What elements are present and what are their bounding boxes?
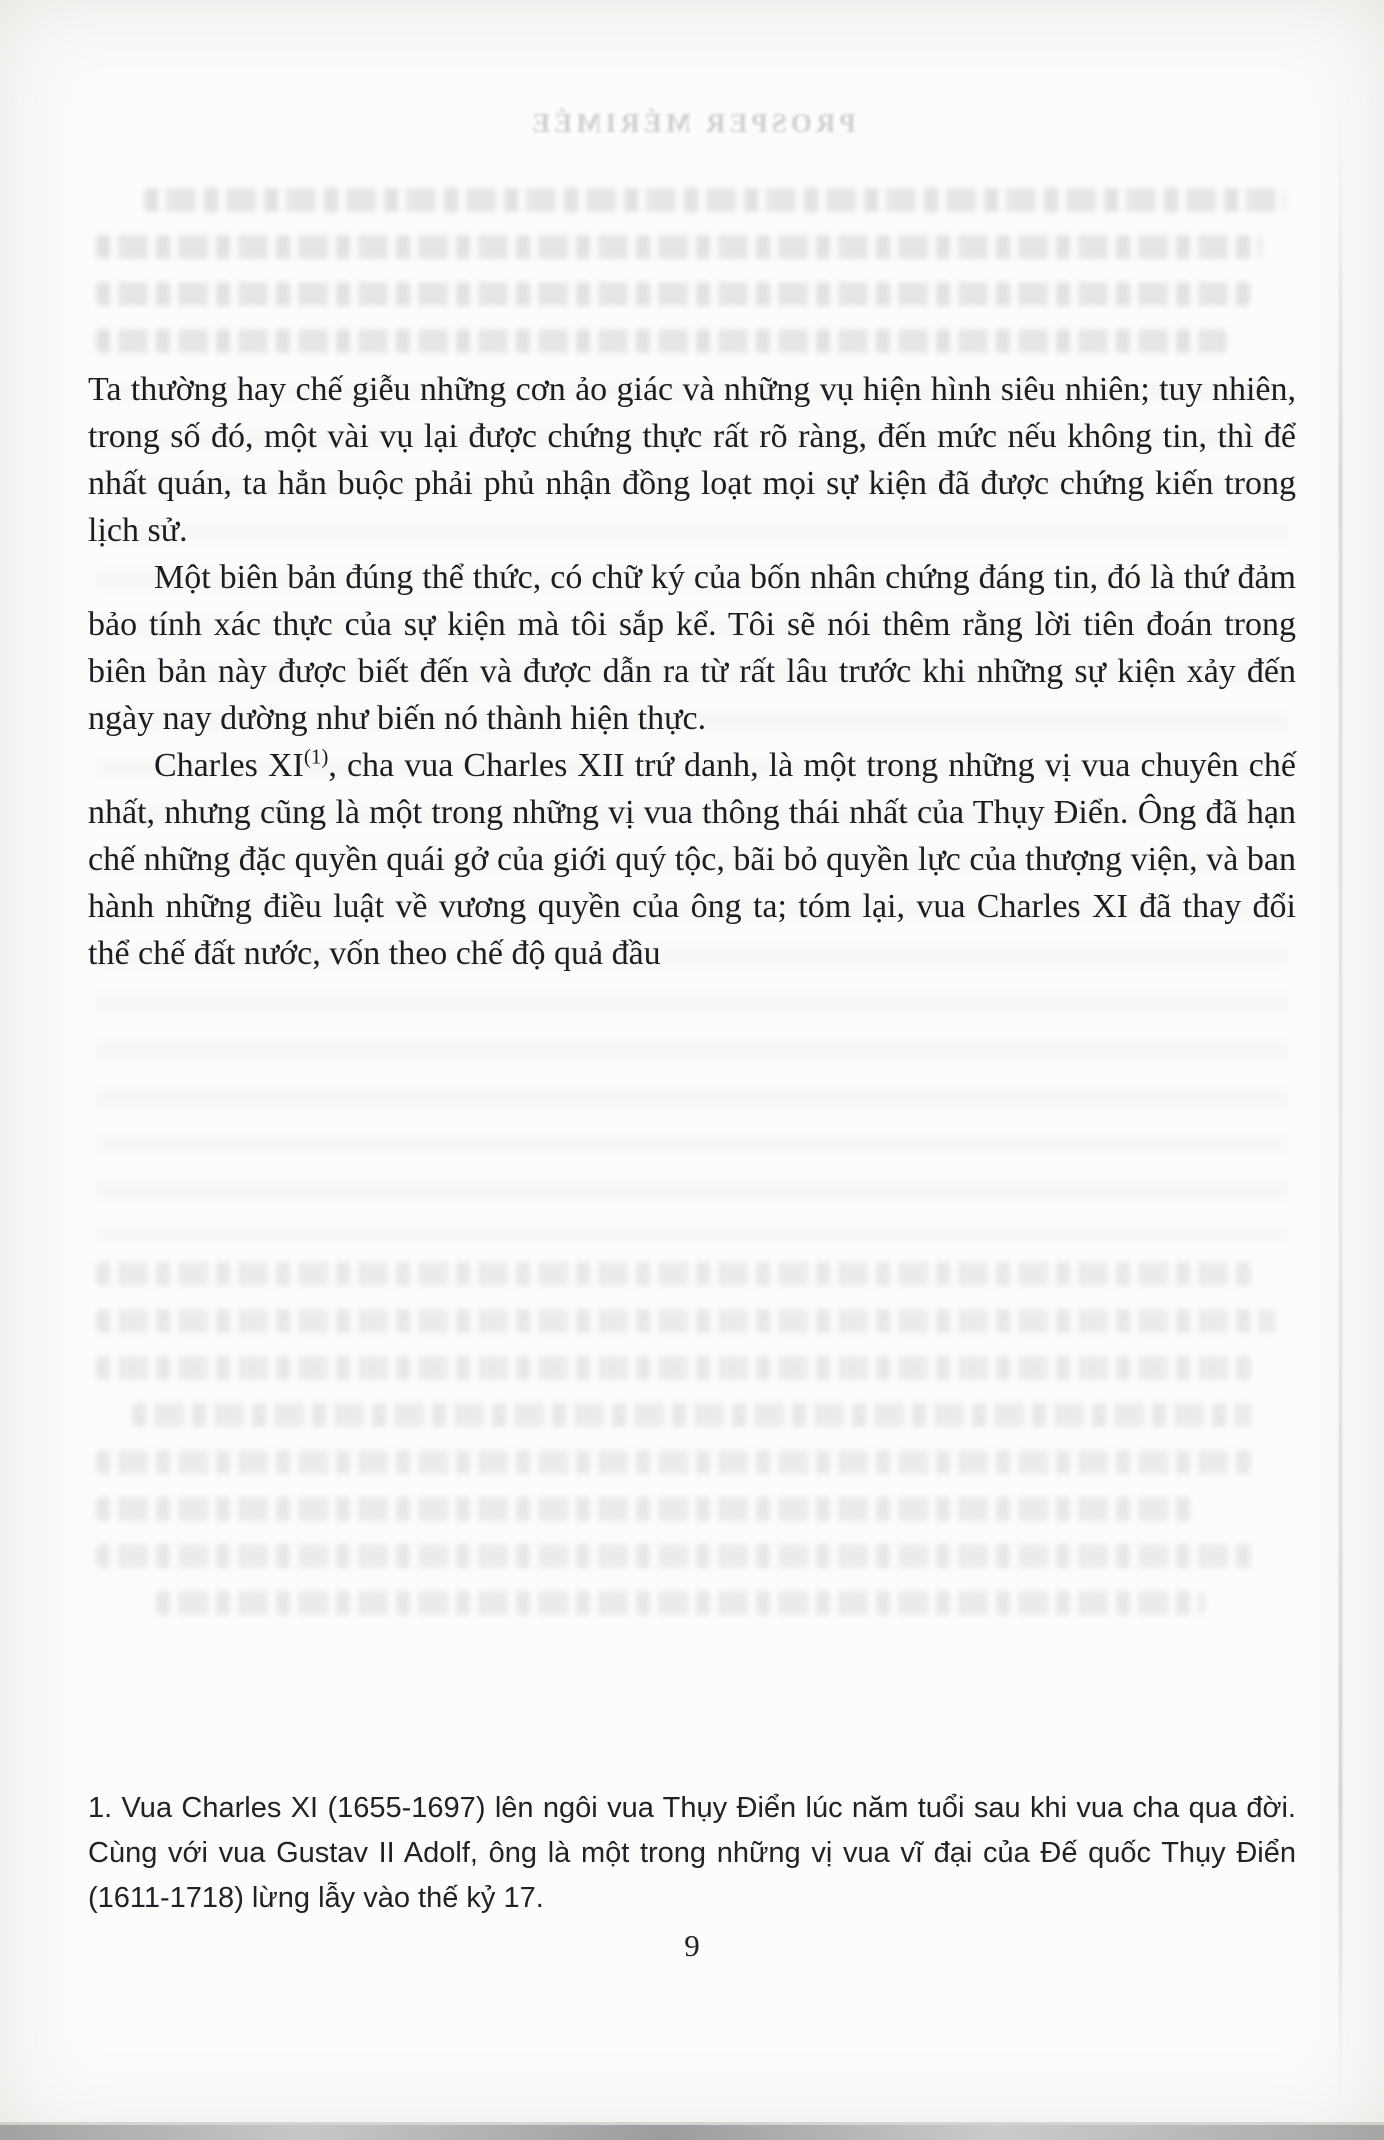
scan-edge-artifact bbox=[0, 2125, 1384, 2140]
paragraph-rest: , cha vua Charles XII trứ danh, là một trong những vị vua chuyên chế nhất, nhưng cũng là một trong những vị vua thông thái nhất của Thụy Điển. Ông đã hạn chế những đặc quyền quái gở của giới quý tộc, bãi bỏ quyền lực của thượng viện, và ban hành những điều luật về vương quyền của ông ta; tóm lại, vua Charles XI đã thay đổi thể chế đất nước, vốn theo chế độ quả đầu bbox=[88, 747, 1296, 972]
bleedthrough-line bbox=[96, 1356, 1252, 1380]
bleedthrough-line bbox=[96, 282, 1250, 306]
bleedthrough-line bbox=[96, 235, 1262, 259]
bleedthrough-line bbox=[96, 1309, 1276, 1333]
bleedthrough-line bbox=[144, 188, 1286, 212]
main-text bbox=[88, 366, 1296, 977]
paragraph bbox=[88, 742, 1296, 977]
bleedthrough-line bbox=[132, 1403, 1252, 1427]
page-number: 9 bbox=[684, 1928, 700, 1963]
bleedthrough-line bbox=[96, 1544, 1252, 1568]
paragraph-lead: Charles XI bbox=[154, 747, 304, 784]
bleedthrough-line bbox=[96, 1497, 1193, 1521]
bleedthrough-text-top bbox=[96, 188, 1286, 376]
paragraph: Một biên bản đúng thể thức, có chữ ký của bốn nhân chứng đáng tin, đó là thứ đảm bảo tính xác thực của sự kiện mà tôi sắp kể. Tôi sẽ nói thêm rằng lời tiên đoán trong biên bản này được biết đến và được dẫn ra từ rất lâu trước khi những sự kiện xảy đến ngày nay dường như biến nó thành hiện thực. bbox=[88, 559, 1296, 737]
bleedthrough-line bbox=[96, 1262, 1252, 1286]
scan-fold-artifact bbox=[1339, 120, 1342, 2100]
bleedthrough-line bbox=[96, 329, 1227, 353]
bleedthrough-line bbox=[96, 1450, 1252, 1474]
running-header-bleedthrough: PROSPER MÉRIMÉE bbox=[528, 108, 856, 138]
paragraph: Ta thường hay chế giễu những cơn ảo giác và những vụ hiện hình siêu nhiên; tuy nhiên, trong số đó, một vài vụ lại được chứng thực rất rõ ràng, đến mức nếu không tin, thì để nhất quán, ta hẳn buộc phải phủ nhận đồng loạt mọi sự kiện đã được chứng kiến trong lịch sử. bbox=[88, 371, 1296, 549]
bleedthrough-text-middle bbox=[96, 1262, 1288, 1638]
bleedthrough-line bbox=[156, 1591, 1205, 1615]
footnote-marker: (1) bbox=[303, 744, 329, 769]
footnote-text: 1. Vua Charles XI (1655-1697) lên ngôi vua Thụy Điển lúc năm tuổi sau khi vua cha qua đời. Cùng với vua Gustav II Adolf, ông là một trong những vị vua vĩ đại của Đế quốc Thụy Điển (1611-1718) lừng lẫy vào thế kỷ 17. bbox=[88, 1792, 1296, 1914]
